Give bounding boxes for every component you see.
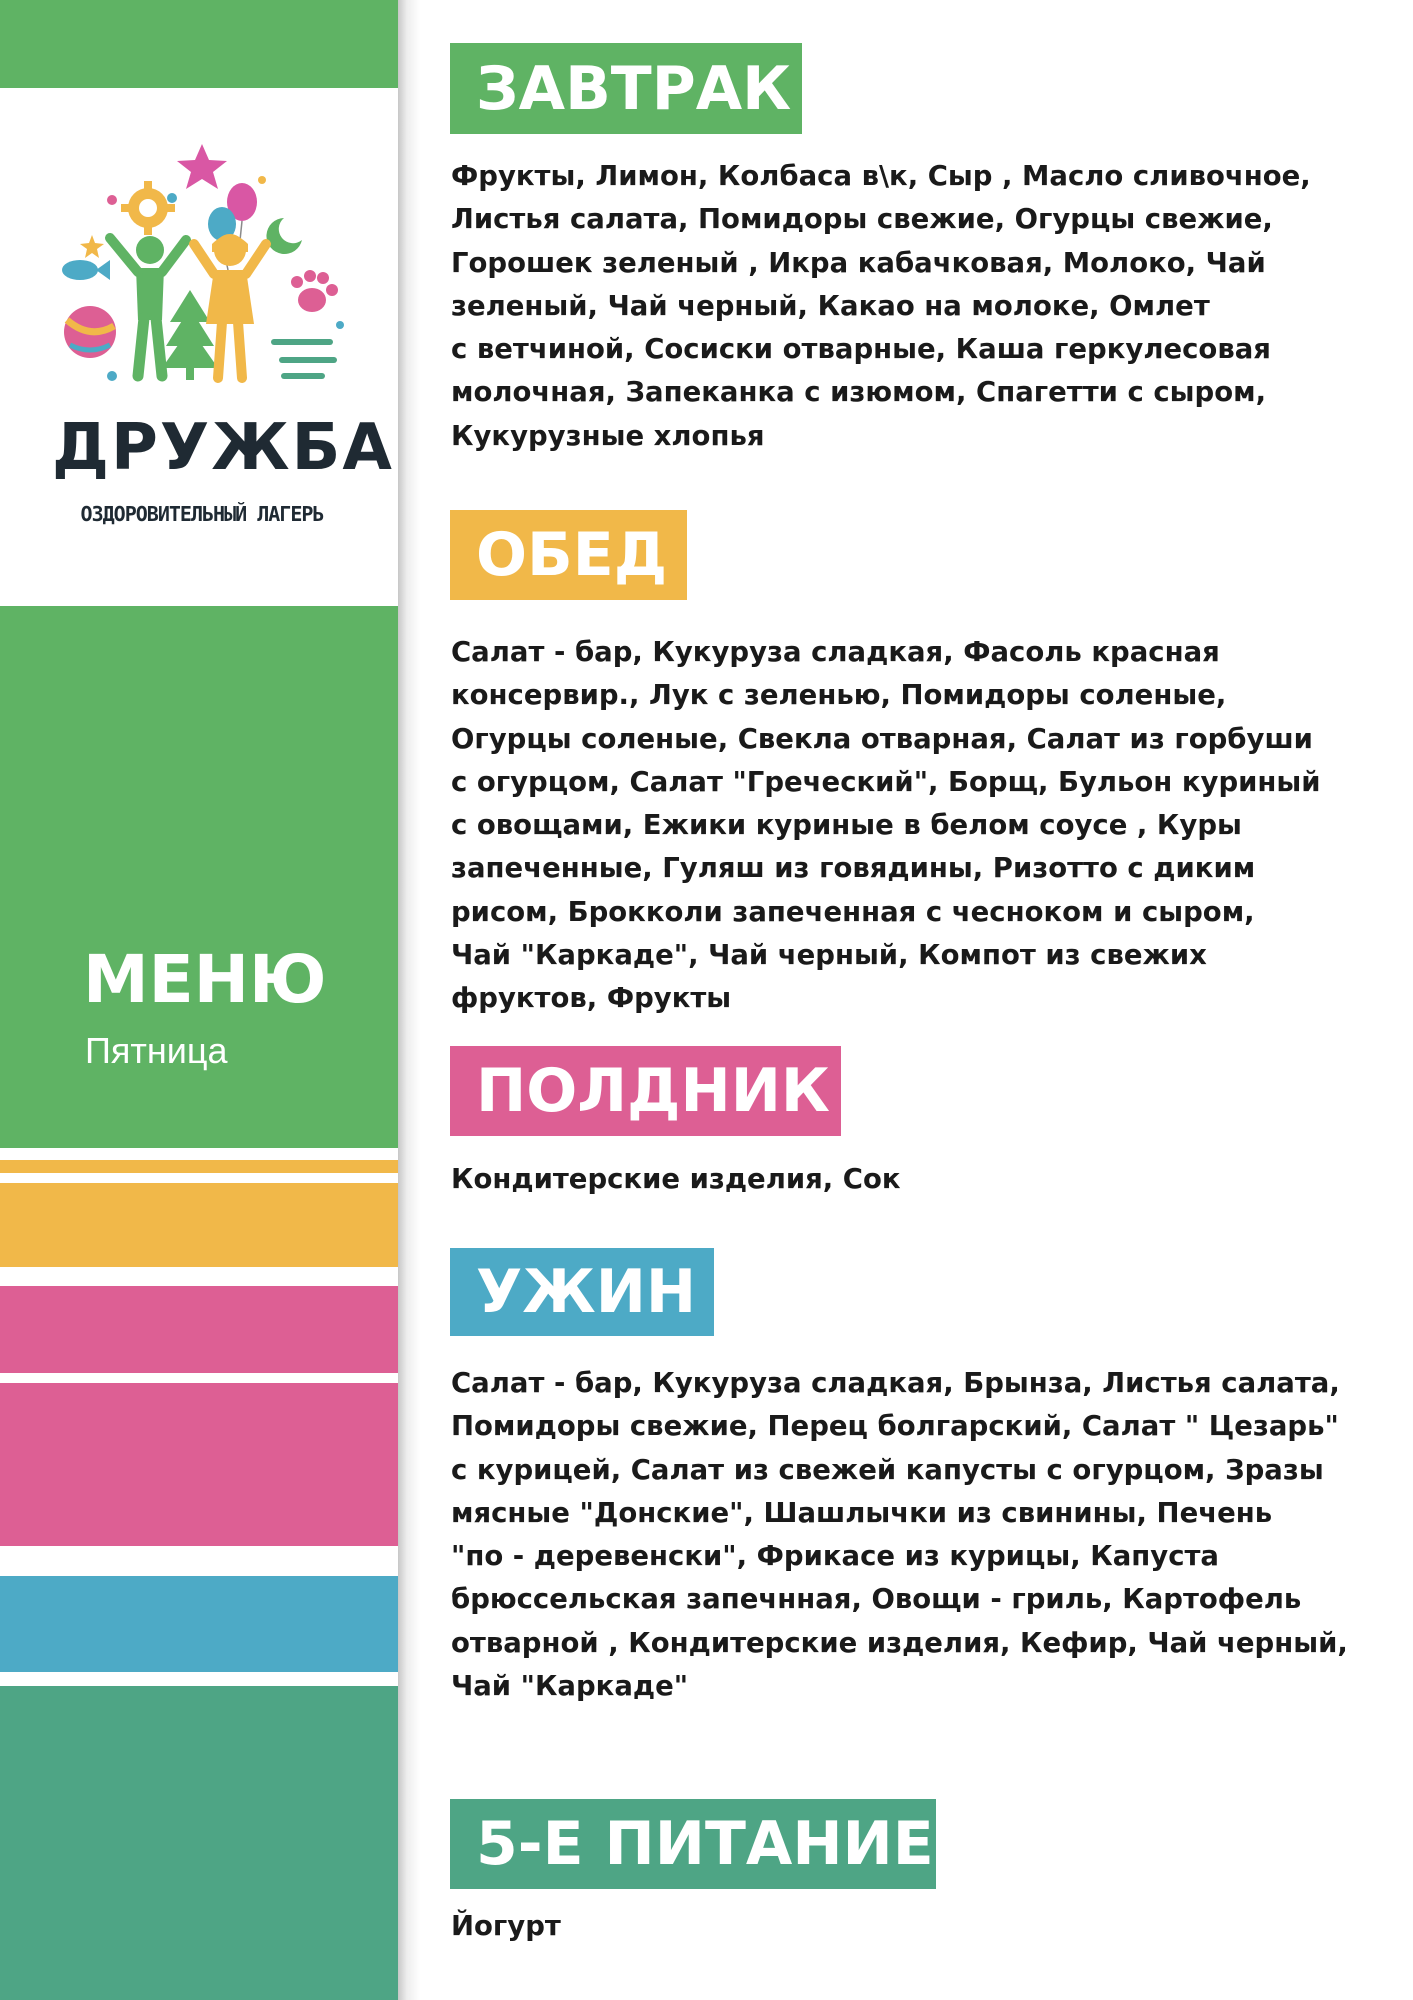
text-line: с курицей, Салат из свежей капусты с огурцом, Зразы (451, 1453, 1324, 1486)
text-line: молочная, Запеканка с изюмом, Спагетти с сыром, (451, 376, 1267, 409)
text-line: Кондитерские изделия, Сок (451, 1163, 901, 1195)
brand-name: ДРУЖБА (52, 411, 394, 485)
text-line: Йогурт (451, 1910, 561, 1942)
section-text-lunch (451, 631, 1401, 1021)
text-line: мясные "Донские", Шашлычки из свинины, Печень (451, 1496, 1273, 1529)
paw-icon (291, 270, 338, 312)
text-line: запеченные, Гуляш из говядины, Ризотто с диким (451, 852, 1256, 885)
menu-day: Пятница (85, 1030, 228, 1071)
text-line: Горошек зеленый , Икра кабачковая, Молоко, Чай (451, 246, 1266, 279)
section-title-dinner: УЖИН (450, 1248, 714, 1336)
gear-icon (121, 181, 175, 235)
stripe-teal (0, 1686, 398, 2000)
stripe-yellow-thin (0, 1160, 398, 1173)
fish-icon (62, 260, 110, 280)
menu-title: МЕНЮ (83, 941, 327, 1018)
text-line: отварной , Кондитерские изделия, Кефир, Чай черный, (451, 1626, 1348, 1659)
section-title-lunch: ОБЕД (450, 510, 687, 600)
text-line: Салат - бар, Кукуруза сладкая, Фасоль красная (451, 636, 1220, 668)
sidebar (0, 0, 398, 2000)
stripe-pink (0, 1286, 398, 1373)
text-line: Чай "Каркаде" (451, 1670, 689, 1703)
moon-icon (266, 218, 302, 254)
star-icon (177, 144, 227, 189)
small-star-icon (80, 235, 104, 258)
text-line: с овощами, Ежики куриные в белом соусе , Куры (451, 809, 1242, 842)
stripe-pink-wide (0, 1383, 398, 1546)
section-text-dinner (451, 1362, 1401, 1708)
sidebar-shadow (398, 0, 420, 2000)
text-line: Огурцы соленые, Свекла отварная, Салат из горбуши (451, 722, 1313, 755)
text-line: Чай "Каркаде", Чай черный, Компот из свежих (451, 939, 1207, 972)
text-line: Помидоры свежие, Перец болгарский, Салат " Цезарь" (451, 1410, 1339, 1443)
text-line: Кукурузные хлопья (451, 419, 765, 452)
text-line: Фрукты, Лимон, Колбаса в\к, Сыр , Масло сливочное, (451, 160, 1311, 192)
top-green-band (0, 0, 398, 88)
text-line: рисом, Брокколи запеченная с чесноком и сыром, (451, 895, 1255, 928)
section-text-snack (451, 1158, 1401, 1201)
section-title-snack: ПОЛДНИК (450, 1046, 841, 1136)
section-title-fifth-meal: 5-Е ПИТАНИЕ (450, 1799, 936, 1889)
text-line: Салат - бар, Кукуруза сладкая, Брынза, Листья салата, (451, 1367, 1340, 1399)
text-line: с ветчиной, Сосиски отварные, Каша геркулесовая (451, 333, 1271, 366)
camp-logo-illustration (52, 140, 352, 395)
brand-subtitle: ОЗДОРОВИТЕЛЬНЫЙ ЛАГЕРЬ (80, 502, 324, 526)
stripe-yellow (0, 1183, 398, 1267)
text-line: фруктов, Фрукты (451, 982, 732, 1015)
ball-icon (64, 306, 116, 358)
text-line: зеленый, Чай черный, Какао на молоке, Омлет (451, 289, 1210, 322)
text-line: с огурцом, Салат "Греческий", Борщ, Бульон куриный (451, 765, 1321, 798)
text-line: "по - деревенски", Фрикасе из курицы, Капуста (451, 1540, 1219, 1573)
stripe-blue (0, 1576, 398, 1672)
text-line: Листья салата, Помидоры свежие, Огурцы свежие, (451, 203, 1273, 236)
section-text-breakfast (451, 155, 1401, 458)
section-title-breakfast: ЗАВТРАК (450, 43, 802, 134)
text-line: брюссельская запечнная, Овощи - гриль, Картофель (451, 1583, 1302, 1616)
text-line: консервир., Лук с зеленью, Помидоры соленые, (451, 679, 1227, 712)
section-text-fifth-meal (451, 1905, 1401, 1948)
tools-icon (274, 342, 334, 376)
